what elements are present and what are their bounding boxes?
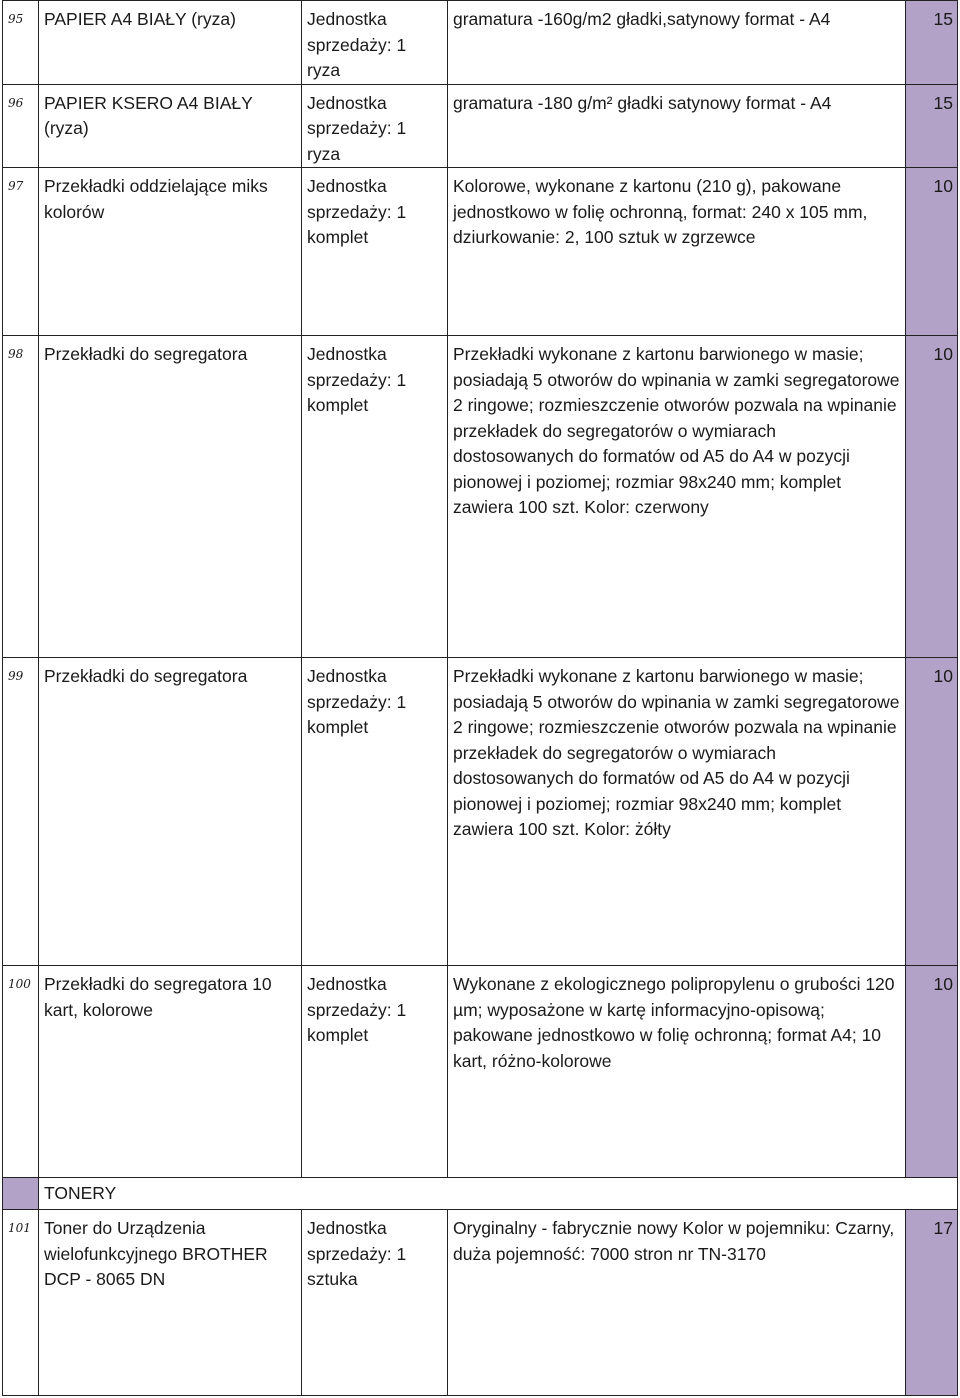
unit-type: ryza	[307, 143, 341, 164]
table-row	[3, 84, 958, 168]
unit-type: komplet	[307, 227, 369, 247]
unit-sale-qty: sprzedaży: 1	[307, 369, 407, 390]
item-name: Przekładki do segregatora 10 kart, kolorowe	[39, 966, 302, 1178]
unit-label: Jednostka	[307, 176, 387, 196]
row-number: 96	[3, 84, 39, 168]
table-row	[3, 1, 958, 85]
section-number-cell	[3, 1178, 39, 1210]
row-number: 95	[3, 1, 39, 85]
unit-sale-qty: sprzedaży: 1	[307, 201, 407, 222]
unit-type: komplet	[307, 395, 369, 415]
unit-label: Jednostka	[307, 344, 387, 364]
table-row	[3, 966, 958, 1178]
item-quantity: 17	[906, 1210, 958, 1396]
item-description: Oryginalny - fabrycznie nowy Kolor w pojemniku: Czarny, duża pojemność: 7000 stron nr TN-3170	[448, 1210, 906, 1396]
table-row	[3, 168, 958, 336]
unit-sale-qty: sprzedaży: 1	[307, 999, 407, 1020]
unit-sale-qty: sprzedaży: 1	[307, 118, 407, 138]
section-title: TONERY	[39, 1178, 958, 1210]
sales-unit	[302, 658, 448, 966]
unit-type: ryza	[307, 60, 341, 80]
unit-label: Jednostka	[307, 666, 387, 686]
unit-sale-qty: sprzedaży: 1	[307, 34, 407, 55]
sales-unit	[302, 1210, 448, 1396]
table-row	[3, 658, 958, 966]
sales-unit	[302, 168, 448, 336]
item-quantity: 10	[906, 658, 958, 966]
sales-unit	[302, 84, 448, 168]
item-quantity: 15	[906, 84, 958, 168]
item-name: Przekładki oddzielające miks kolorów	[39, 168, 302, 336]
item-description: Wykonane z ekologicznego polipropylenu o grubości 120 µm; wyposażone w kartę informacyjno-opisową; pakowane jednostkowo w folię ochronną; format A4; 10 kart, różno-kolorowe	[448, 966, 906, 1178]
item-name: PAPIER KSERO A4 BIAŁY (ryza)	[39, 84, 302, 168]
unit-type: komplet	[307, 717, 369, 737]
row-number: 99	[3, 658, 39, 966]
unit-type: komplet	[307, 1025, 369, 1045]
sales-unit	[302, 1, 448, 85]
unit-sale-qty: sprzedaży: 1	[307, 691, 407, 712]
unit-label: Jednostka	[307, 974, 387, 994]
item-name: Toner do Urządzenia wielofunkcyjnego BROTHER DCP - 8065 DN	[39, 1210, 302, 1396]
table-row	[3, 1210, 958, 1396]
row-number: 97	[3, 168, 39, 336]
item-description: Przekładki wykonane z kartonu barwionego w masie; posiadają 5 otworów do wpinania w zamki segregatorowe 2 ringowe; rozmieszczenie otworów pozwala na wpinanie przekładek do segregatorów o wymiarach dostosowanych do formatów od A5 do A4 w pozycji pionowej i poziomej; rozmiar 98x240 mm; komplet zawiera 100 szt. Kolor: żółty	[448, 658, 906, 966]
specification-table	[2, 0, 958, 1396]
unit-type: sztuka	[307, 1269, 358, 1289]
item-quantity: 10	[906, 168, 958, 336]
item-description: gramatura -160g/m2 gładki,satynowy format - A4	[448, 1, 906, 85]
item-description: gramatura -180 g/m² gładki satynowy format - A4	[448, 84, 906, 168]
row-number: 100	[3, 966, 39, 1178]
unit-sale-qty: sprzedaży: 1	[307, 1243, 407, 1264]
row-number: 98	[3, 336, 39, 658]
item-quantity: 15	[906, 1, 958, 85]
unit-label: Jednostka	[307, 1218, 387, 1238]
item-name: PAPIER A4 BIAŁY (ryza)	[39, 1, 302, 85]
item-name: Przekładki do segregatora	[39, 336, 302, 658]
unit-label: Jednostka	[307, 92, 387, 113]
item-name: Przekładki do segregatora	[39, 658, 302, 966]
sales-unit	[302, 336, 448, 658]
section-header-row	[3, 1178, 958, 1210]
unit-label: Jednostka	[307, 9, 387, 29]
sales-unit	[302, 966, 448, 1178]
table-row	[3, 336, 958, 658]
item-description: Kolorowe, wykonane z kartonu (210 g), pakowane jednostkowo w folię ochronną, format: 240 x 105 mm, dziurkowanie: 2, 100 sztuk w zgrzewce	[448, 168, 906, 336]
row-number: 101	[3, 1210, 39, 1396]
item-description: Przekładki wykonane z kartonu barwionego w masie; posiadają 5 otworów do wpinania w zamki segregatorowe 2 ringowe; rozmieszczenie otworów pozwala na wpinanie przekładek do segregatorów o wymiarach dostosowanych do formatów od A5 do A4 w pozycji pionowej i poziomej; rozmiar 98x240 mm; komplet zawiera 100 szt. Kolor: czerwony	[448, 336, 906, 658]
item-quantity: 10	[906, 336, 958, 658]
item-quantity: 10	[906, 966, 958, 1178]
